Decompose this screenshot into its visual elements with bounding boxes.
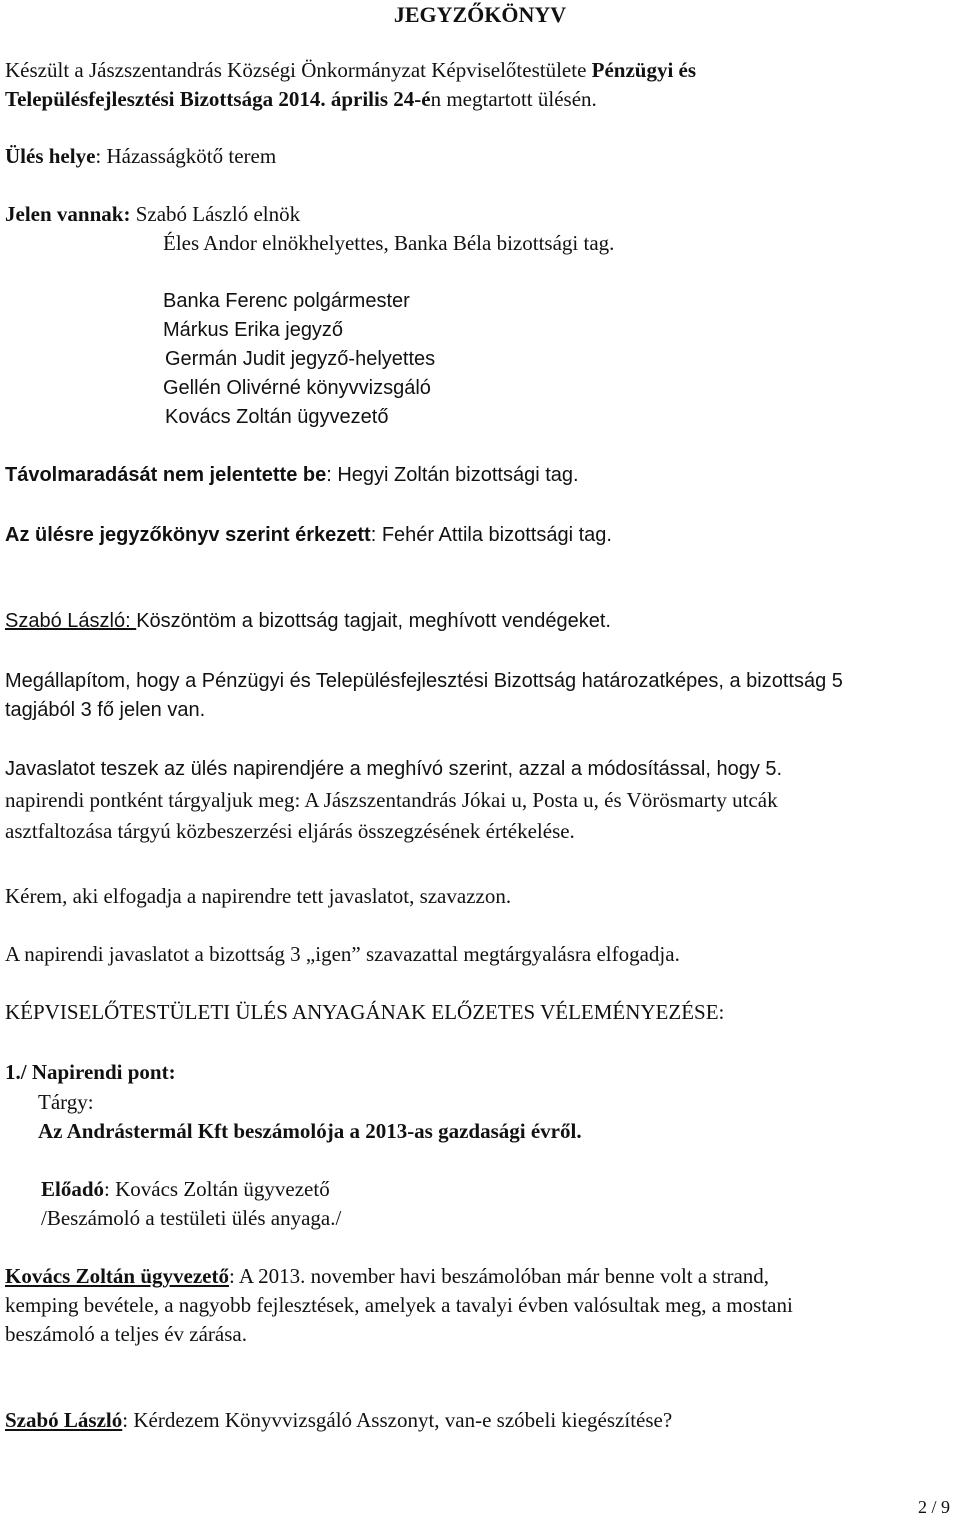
proposal-line-2: napirendi pontként tárgyaljuk meg: A Jászszentandrás Jókai u, Posta u, és Vörösmarty utcák bbox=[5, 788, 778, 812]
presenter-label: Előadó bbox=[41, 1177, 105, 1201]
venue-line bbox=[5, 143, 276, 169]
welcome-line bbox=[5, 608, 611, 634]
page-number: 2 / 9 bbox=[917, 1497, 950, 1517]
vote-request: Kérem, aki elfogadja a napirendre tett javaslatot, szavazzon. bbox=[5, 884, 512, 908]
presenter-line bbox=[41, 1176, 330, 1202]
present-line-4: Márkus Erika jegyző bbox=[163, 319, 344, 341]
present-line-2: Éles Andor elnökhelyettes, Banka Béla bizottsági tag. bbox=[163, 231, 615, 255]
absent-label: Távolmaradását nem jelentette be bbox=[5, 464, 327, 486]
speaker-name: Kovács Zoltán ügyvezető bbox=[5, 1264, 229, 1288]
present-line-1 bbox=[5, 201, 300, 227]
intro-text: Készült a Jászszentandrás Községi Önkormányzat Képviselőtestülete bbox=[5, 58, 592, 82]
absent-line bbox=[5, 462, 579, 488]
agenda-note: /Beszámoló a testületi ülés anyaga./ bbox=[41, 1206, 342, 1230]
committee-name-part1: Pénzügyi és bbox=[591, 58, 697, 82]
question-text: : Kérdezem Könyvvizsgáló Asszonyt, van-e szóbeli kiegészítése? bbox=[122, 1408, 673, 1432]
szabo-question-line bbox=[5, 1407, 672, 1433]
present-line-6: Gellén Olivérné könyvvizsgáló bbox=[163, 377, 431, 399]
section-heading: KÉPVISELŐTESTÜLETI ÜLÉS ANYAGÁNAK ELŐZETES VÉLEMÉNYEZÉSE: bbox=[5, 1000, 725, 1024]
document-title: JEGYZŐKÖNYV bbox=[393, 2, 567, 27]
welcome-text: Köszöntöm a bizottság tagjait, meghívott vendégeket. bbox=[136, 610, 611, 632]
present-line-3: Banka Ferenc polgármester bbox=[163, 290, 410, 312]
venue-value: : Házasságkötő terem bbox=[95, 144, 277, 168]
kovacs-text: : A 2013. november havi beszámolóban már benne volt a strand, bbox=[228, 1264, 770, 1288]
intro-text-end: n megtartott ülésén. bbox=[430, 87, 597, 111]
agenda-subject-label: Tárgy: bbox=[38, 1090, 94, 1114]
speaker-name: Szabó László: bbox=[5, 610, 137, 632]
arrived-value: : Fehér Attila bizottsági tag. bbox=[370, 524, 612, 546]
intro-line-1 bbox=[5, 57, 696, 83]
venue-label: Ülés helye bbox=[5, 144, 96, 168]
intro-line-2 bbox=[5, 86, 597, 112]
arrived-label: Az ülésre jegyzőkönyv szerint érkezett bbox=[5, 524, 371, 546]
absent-value: : Hegyi Zoltán bizottsági tag. bbox=[326, 464, 579, 486]
arrived-line bbox=[5, 522, 612, 548]
committee-name-part2: Településfejlesztési Bizottsága 2014. április 24-é bbox=[5, 87, 431, 111]
proposal-line-3: asztfaltozása tárgyú közbeszerzési eljárás összegzésének értékelése. bbox=[5, 819, 575, 843]
proposal-line-1: Javaslatot teszek az ülés napirendjére a meghívó szerint, azzal a módosítással, hogy 5. bbox=[5, 758, 783, 780]
present-label: Jelen vannak: bbox=[5, 202, 131, 226]
present-line-7: Kovács Zoltán ügyvezető bbox=[165, 406, 389, 428]
quorum-line-2: tagjából 3 fő jelen van. bbox=[5, 699, 206, 721]
agenda-heading: 1./ Napirendi pont: bbox=[5, 1060, 176, 1084]
speaker-name: Szabó László bbox=[5, 1408, 123, 1432]
present-person: Szabó László elnök bbox=[135, 202, 301, 226]
kovacs-line-3: beszámoló a teljes év zárása. bbox=[5, 1322, 247, 1346]
kovacs-line-1 bbox=[5, 1263, 769, 1289]
quorum-line-1: Megállapítom, hogy a Pénzügyi és Településfejlesztési Bizottság határozatképes, a bizottság 5 bbox=[5, 670, 843, 692]
present-line-5: Germán Judit jegyző-helyettes bbox=[165, 348, 436, 370]
agenda-subject: Az Andrástermál Kft beszámolója a 2013-as gazdasági évről. bbox=[38, 1119, 582, 1143]
kovacs-line-2: kemping bevétele, a nagyobb fejlesztések, amelyek a tavalyi évben valósultak meg, a mostani bbox=[5, 1293, 793, 1317]
presenter-name: : Kovács Zoltán ügyvezető bbox=[104, 1177, 330, 1201]
vote-result: A napirendi javaslatot a bizottság 3 „igen” szavazattal megtárgyalásra elfogadja. bbox=[5, 942, 680, 966]
